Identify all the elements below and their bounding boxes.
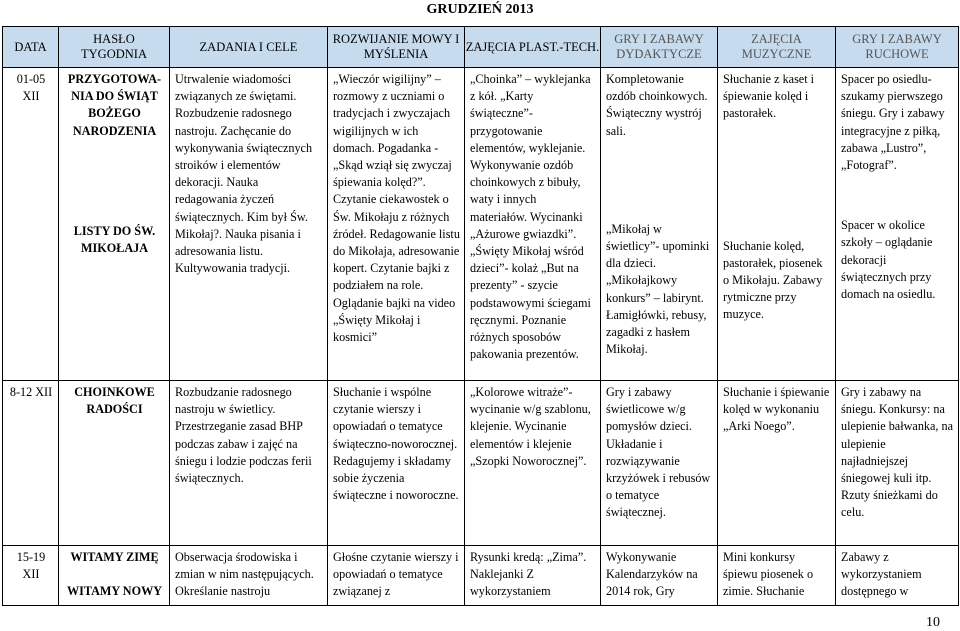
dydakt-cell [601,68,718,381]
haslo-cell: CHOINKOWE RADOŚCI [59,381,170,546]
page-title: GRUDZIEŃ 2013 [426,2,534,17]
header-dydakt: GRY I ZABAWY DYDAKTYCZE [601,27,718,68]
mowa-cell: Słuchanie i wspólne czytanie wierszy i opowiadań o tematyce świąteczno-noworocznej. Redagujemy i składamy sobie życzenia świąteczne i noworoczne. [328,381,465,546]
plast-cell: „Kolorowe witraże”- wycinanie w/g szablonu, klejenie. Wycinanie elementów i klejenie „Szopki Noworocznej”. [465,381,601,546]
date-cell: 8-12 XII [3,381,59,546]
muzyczne-text: Słuchanie z kaset i śpiewanie kolęd i pastorałek. [723,72,815,121]
muzyczne-cell [718,68,836,381]
header-muzyczne: ZAJĘCIA MUZYCZNE [718,27,836,68]
dydakt-cell: Gry i zabawy świetlicowe w/g pomysłów dzieci. Układanie i rozwiązywanie krzyżówek i rebusów o tematyce świątecznej. [601,381,718,546]
plast-cell: Rysunki kredą: „Zima”. Naklejanki Z wykorzystaniem [465,546,601,606]
header-data: DATA [3,27,59,68]
muzyczne-cell: Słuchanie i śpiewanie kolęd w wykonaniu „Arki Noego”. [718,381,836,546]
date-cell: 01-05 XII [3,68,59,381]
dydakt-cell: Wykonywanie Kalendarzyków na 2014 rok, Gry [601,546,718,606]
zadania-cell: Obserwacja środowiska i zmian w nim następujących. Określanie nastroju [170,546,328,606]
table-row [3,546,959,606]
haslo-text: WITAMY ZIMĘ [70,550,159,564]
ruchowe-text: Spacer po osiedlu- szukamy pierwszego śniegu. Gry i zabawy integracyjne z piłką, zabawa „Lustro”, „Fotograf”. [841,72,945,173]
zadania-cell: Utrwalenie wiadomości związanych ze świętami. Rozbudzenie radosnego nastroju. Zachęcanie do wykonywania świątecznych stroików i elementów dekoracji. Nauka redagowania życzeń świątecznych. Kim był Św. Mikołaj?. Nauka pisania i adresowania listu. Kultywowania tradycji. [170,68,328,381]
ruchowe-text: Spacer w okolice szkoły – oglądanie dekoracji świątecznych przy domach na osiedlu. [841,218,936,302]
date-cell: 15-19 XII [3,546,59,606]
haslo-cell [59,68,170,381]
muzyczne-cell: Mini konkursy śpiewu piosenek o zimie. Słuchanie [718,546,836,606]
muzyczne-text: Słuchanie kolęd, pastorałek, piosenek o Mikołaju. Zabawy rytmiczne przy muzyce. [723,238,823,322]
header-haslo: HASŁO TYGODNIA [59,27,170,68]
header-ruchowe: GRY I ZABAWY RUCHOWE [836,27,959,68]
dydakt-text: Kompletowanie ozdób choinkowych. Świąteczny wystrój sali. [606,72,708,138]
header-mowa: ROZWIJANIE MOWY I MYŚLENIA [328,27,465,68]
haslo-text: LISTY DO ŚW. MIKOŁAJA [73,223,156,256]
zadania-cell: Rozbudzanie radosnego nastroju w świetlicy. Przestrzeganie zasad BHP podczas zabaw i zajęć na śniegu i lodzie podczas ferii świątecznych. [170,381,328,546]
haslo-text: PRZYGOTOWA-NIA DO ŚWIĄT BOŻEGO NARODZENIA [67,72,162,138]
plan-table [2,26,959,606]
dydakt-text: „Mikołaj w świetlicy”- upominki dla dzieci. „Mikołajkowy konkurs” – labirynt. Łamigłówki, rebusy, zagadki z hasłem Mikołaj. [606,221,710,357]
header-plast: ZAJĘCIA PLAST.-TECH. [465,27,601,68]
ruchowe-cell: Gry i zabawy na śniegu. Konkursy: na ulepienie bałwanka, na ulepienie najładniejszej śniegowej kuli itp. Rzuty śnieżkami do celu. [836,381,959,546]
header-zadania: ZADANIA I CELE [170,27,328,68]
ruchowe-cell [836,68,959,381]
ruchowe-cell: Zabawy z wykorzystaniem dostępnego w [836,546,959,606]
plast-cell: „Choinka” – wyklejanka z kół. „Karty świąteczne”- przygotowanie elementów, wyklejanie. Wykonywanie ozdób choinkowych z bibuły, waty i innych materiałów. Wycinanki „Ażurowe gwiazdki”. „Święty Mikołaj wśród dzieci”- kolaż „But na prezenty” - szycie podstawowymi ściegami ręcznymi. Poznanie różnych sposobów pakowania prezentów. [465,68,601,381]
table-row [3,68,959,381]
mowa-cell: „Wieczór wigilijny” – rozmowy z uczniami o tradycjach i zwyczajach wigilijnych w ich domach. Pogadanka - „Skąd wziął się zwyczaj śpiewania kolęd?”. Czytanie ciekawostek o Św. Mikołaju z różnych źródeł. Redagowanie listu do Mikołaja, adresowanie kopert. Czytanie bajki z podziałem na role. Oglądanie bajki na video „Święty Mikołaj i kosmici” [328,68,465,381]
page-number: 10 [926,615,940,630]
mowa-cell: Głośne czytanie wierszy i opowiadań o tematyce związanej z [328,546,465,606]
header-row [3,27,959,68]
haslo-text: WITAMY NOWY [66,584,163,599]
haslo-cell [59,546,170,606]
table-row [3,381,959,546]
